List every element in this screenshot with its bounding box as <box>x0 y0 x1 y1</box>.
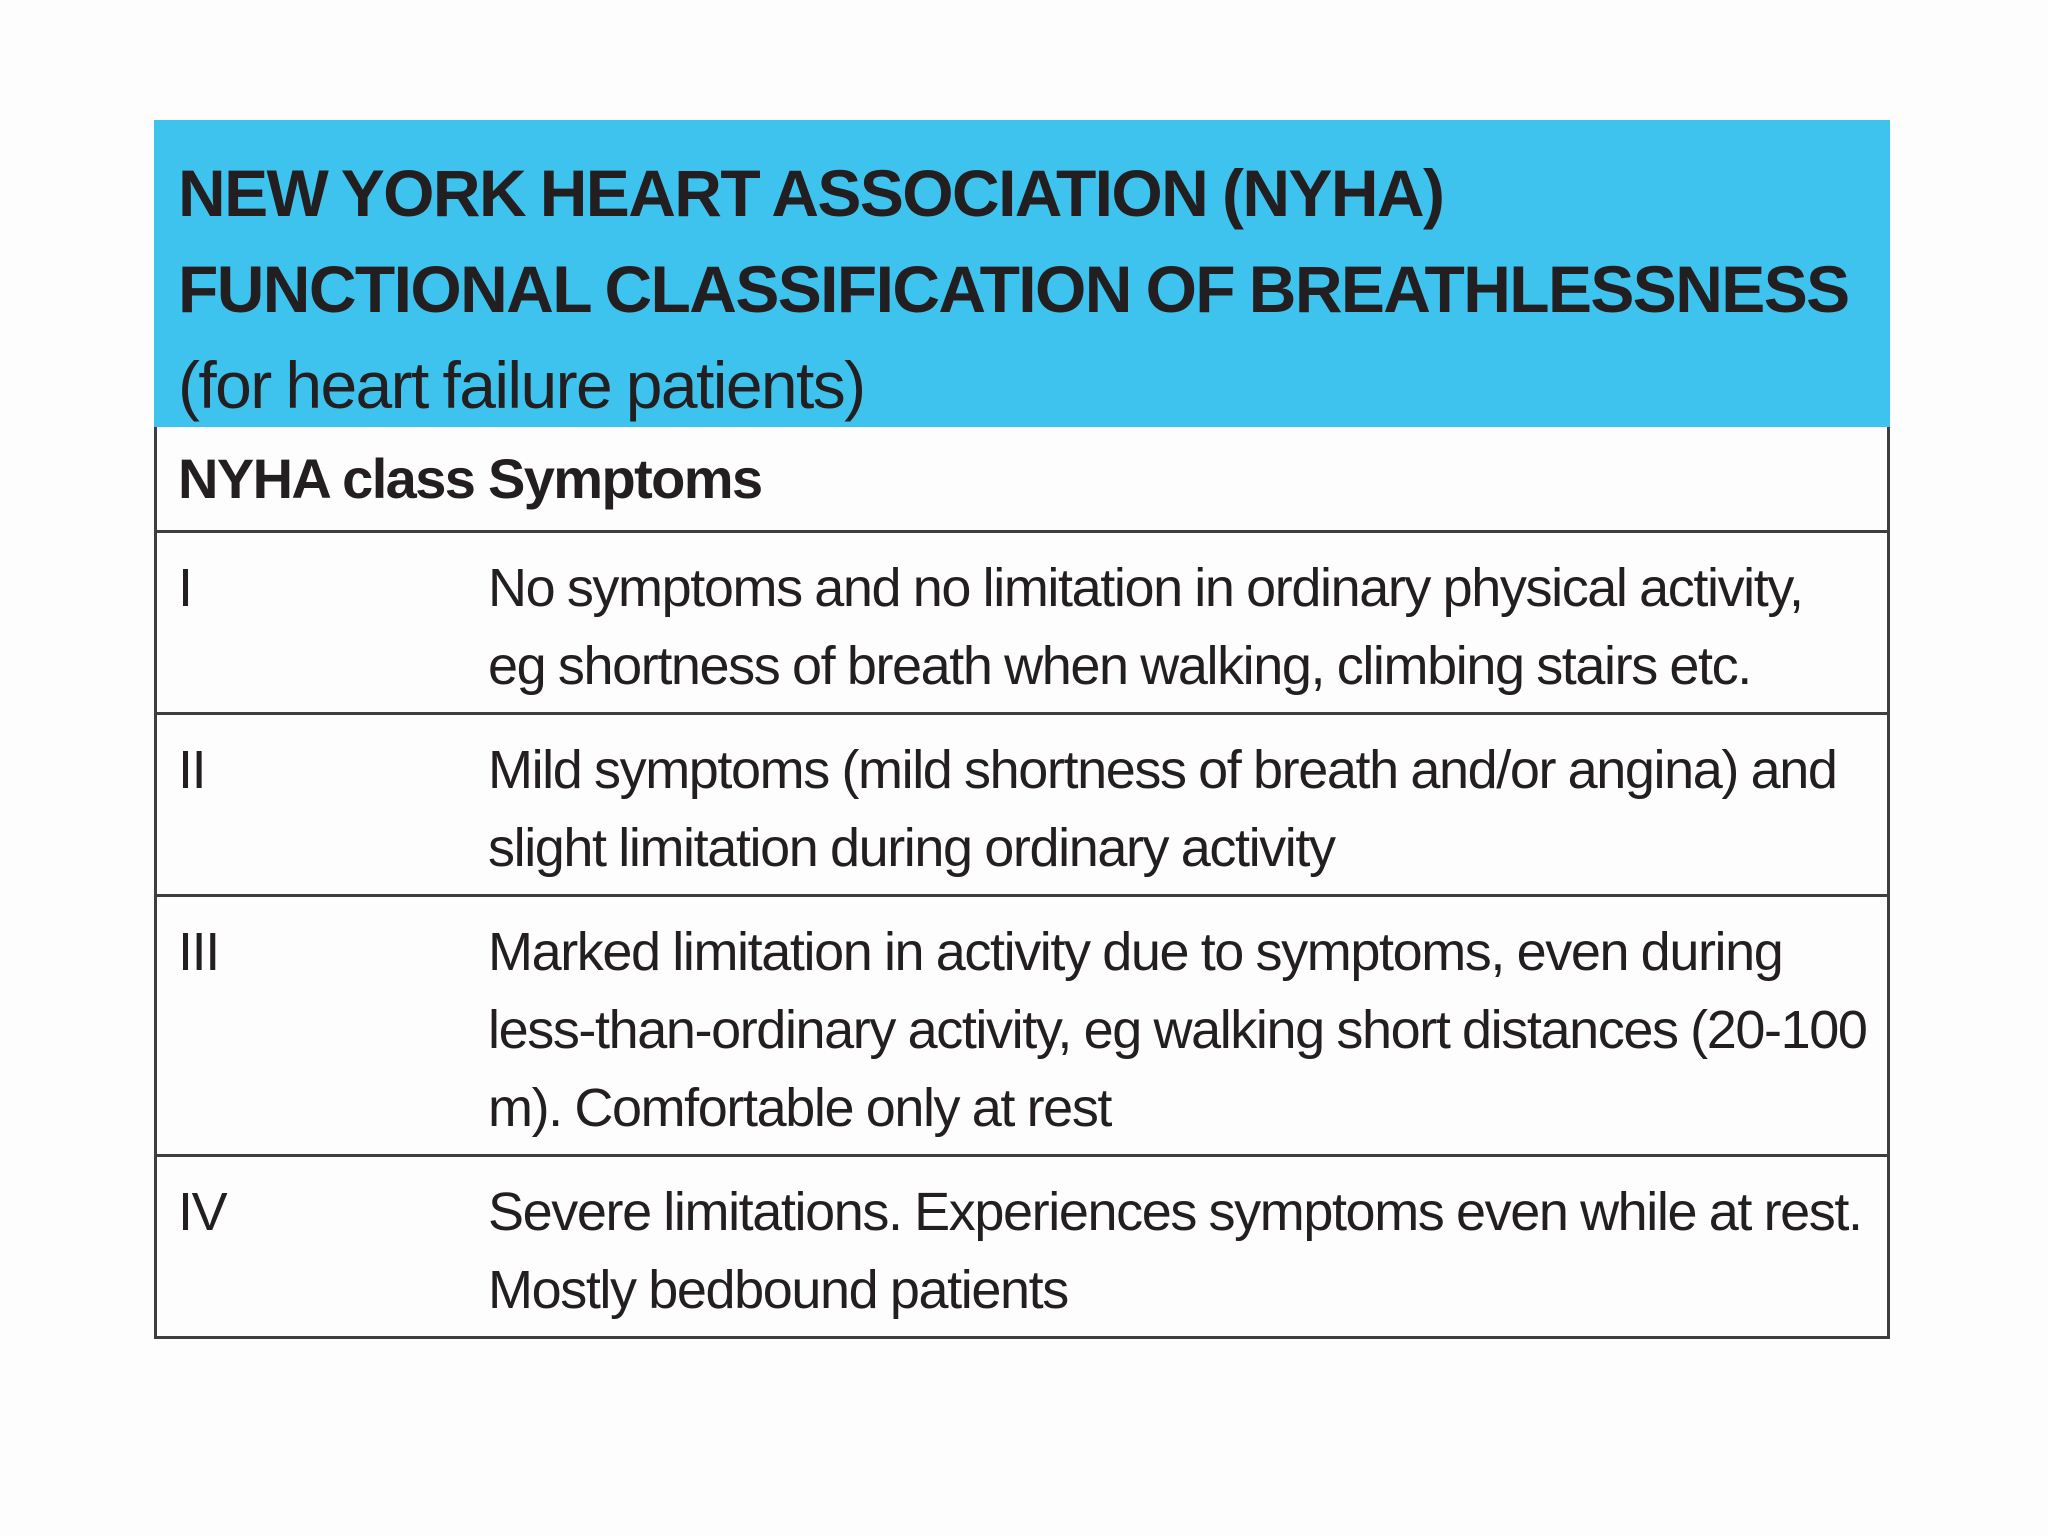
symptoms-cell: Mild symptoms (mild shortness of breath and/or angina) and slight limitation during ordinary activity <box>488 740 1837 878</box>
table-grid <box>154 427 1890 1339</box>
class-cell: II <box>178 740 206 800</box>
symptoms-cell: No symptoms and no limitation in ordinary physical activity, eg shortness of breath when walking, climbing stairs etc. <box>488 558 1803 696</box>
header-symptoms: Symptoms <box>488 447 762 510</box>
table-row <box>157 712 1887 894</box>
nyha-classification-table <box>154 120 1890 1339</box>
title-bold-text: NEW YORK HEART ASSOCIATION (NYHA) FUNCTIONAL CLASSIFICATION OF BREATHLESSNESS <box>178 156 1849 326</box>
class-cell: III <box>178 922 219 982</box>
title-subtitle-text: (for heart failure patients) <box>178 348 865 422</box>
table-row <box>157 1154 1887 1336</box>
title-banner <box>154 120 1890 427</box>
symptoms-cell: Marked limitation in activity due to symptoms, even during less-than-ordinary activity, eg walking short distances (20-100 m). Comfortable only at rest <box>488 922 1867 1138</box>
table-row <box>157 894 1887 1154</box>
table-title <box>178 145 1866 433</box>
class-cell: I <box>178 558 192 618</box>
header-nyha-class: NYHA class <box>178 447 475 510</box>
class-cell: IV <box>178 1182 227 1242</box>
symptoms-cell: Severe limitations. Experiences symptoms even while at rest. Mostly bedbound patients <box>488 1182 1862 1320</box>
table-header-row <box>157 427 1887 530</box>
table-row <box>157 530 1887 712</box>
